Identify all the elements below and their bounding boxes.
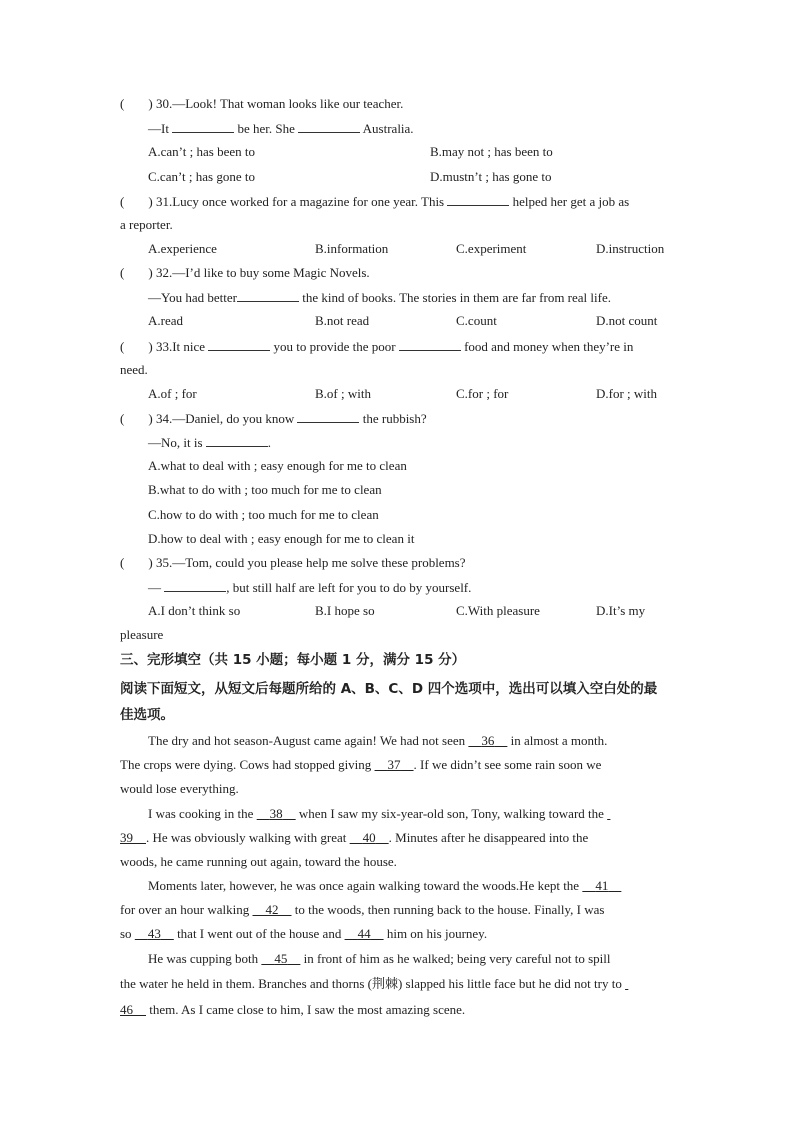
question-34-line2: —No, it is .: [148, 435, 272, 450]
question-33-cont: need.: [120, 362, 148, 377]
question-30-line2: —It be her. She Australia.: [148, 121, 414, 136]
option-d-cont: pleasure: [120, 627, 164, 642]
option-c: C.can’t ; has gone to: [148, 169, 255, 184]
option-d: D.how to deal with ; easy enough for me to clean it: [148, 531, 415, 546]
answer-blank: [297, 410, 359, 423]
answer-blank: [298, 120, 360, 133]
cloze-blank: 37: [387, 757, 401, 772]
passage-line: for over an hour walking 42 to the woods, then running back to the house. Finally, I was: [120, 902, 605, 917]
option-b: B.not read: [315, 313, 370, 328]
option-b: B.I hope so: [315, 603, 375, 618]
option-c: C.how to do with ; too much for me to clean: [148, 507, 379, 522]
question-32-stem: ( ) 32.—I’d like to buy some Magic Novels.: [120, 265, 370, 280]
passage-line: The crops were dying. Cows had stopped giving 37 . If we didn’t see some rain soon we: [120, 757, 602, 772]
option-c: C.for ; for: [456, 386, 509, 401]
answer-blank: [172, 120, 234, 133]
cloze-blank: 45: [274, 951, 288, 966]
question-35-line2: — , but still half are left for you to do by yourself.: [148, 580, 472, 595]
option-b: B.information: [315, 241, 389, 256]
section-instruction-cont: 佳选项。: [120, 707, 174, 723]
question-31-stem: ( ) 31.Lucy once worked for a magazine for one year. This helped her get a job as: [120, 194, 630, 209]
passage-line: Moments later, however, he was once again walking toward the woods.He kept the 41: [148, 878, 621, 894]
question-32-line2: —You had better the kind of books. The stories in them are far from real life.: [148, 290, 611, 305]
question-30-stem: ( ) 30.—Look! That woman looks like our teacher.: [120, 96, 404, 111]
passage-line: He was cupping both 45 in front of him as he walked; being very careful not to spill: [148, 951, 611, 966]
option-c: C.count: [456, 313, 497, 328]
section-heading: 三、完形填空（共 15 小题；每小题 1 分，满分 15 分）: [120, 652, 466, 668]
passage-line: 46 them. As I came close to him, I saw the most amazing scene.: [120, 1002, 466, 1017]
question-33-stem: ( ) 33.It nice you to provide the poor food and money when they’re in: [120, 339, 634, 354]
answer-blank: [447, 193, 509, 206]
passage-line: so 43 that I went out of the house and 44 him on his journey.: [120, 926, 488, 941]
cloze-blank: 43: [147, 926, 161, 941]
cloze-blank: 40: [362, 830, 376, 845]
answer-blank: [399, 338, 461, 351]
option-a: A.of ; for: [148, 386, 197, 401]
section-instruction: 阅读下面短文，从短文后每题所给的 A、B、C、D 四个选项中，选出可以填入空白处的最: [120, 681, 658, 697]
answer-blank: [164, 579, 226, 592]
option-d: D.It’s my: [596, 603, 646, 618]
option-d: D.not count: [596, 313, 658, 328]
answer-blank: [206, 434, 268, 447]
passage-line: would lose everything.: [120, 781, 239, 796]
option-a: A.read: [148, 313, 184, 328]
passage-line: the water he held in them. Branches and thorns (荆棘) slapped his little face but he did not try to: [120, 976, 622, 991]
answer-blank: [208, 338, 270, 351]
option-b: B.what to do with ; too much for me to clean: [148, 482, 382, 497]
cloze-blank: 39: [120, 830, 133, 845]
option-a: A.experience: [148, 241, 217, 256]
passage-line: I was cooking in the 38 when I saw my six-year-old son, Tony, walking toward the: [148, 806, 604, 821]
cloze-blank: 44: [357, 926, 371, 941]
question-34-stem: ( ) 34.—Daniel, do you know the rubbish?: [120, 411, 427, 426]
option-c: C.experiment: [456, 241, 527, 256]
passage-line: 39 . He was obviously walking with great 40 . Minutes after he disappeared into the: [120, 830, 589, 845]
passage-line: woods, he came running out again, toward the house.: [120, 854, 397, 869]
cloze-blank: 36: [481, 733, 495, 748]
option-a: A.what to deal with ; easy enough for me to clean: [148, 458, 407, 473]
option-b: B.of ; with: [315, 386, 371, 401]
answer-blank: [237, 289, 299, 302]
option-c: C.With pleasure: [456, 603, 540, 618]
question-31-cont: a reporter.: [120, 217, 173, 232]
cloze-blank: 41: [595, 878, 609, 893]
question-35-stem: ( ) 35.—Tom, could you please help me solve these problems?: [120, 555, 466, 570]
cloze-blank: 38: [269, 806, 283, 821]
passage-line: The dry and hot season-August came again! We had not seen 36 in almost a month.: [148, 733, 608, 748]
cloze-blank: 46: [120, 1002, 133, 1017]
option-a: A.can’t ; has been to: [148, 144, 255, 159]
option-d: D.mustn’t ; has gone to: [430, 169, 552, 184]
cloze-blank: 42: [265, 902, 279, 917]
option-d: D.instruction: [596, 241, 665, 256]
option-d: D.for ; with: [596, 386, 658, 401]
option-b: B.may not ; has been to: [430, 144, 553, 159]
option-a: A.I don’t think so: [148, 603, 241, 618]
